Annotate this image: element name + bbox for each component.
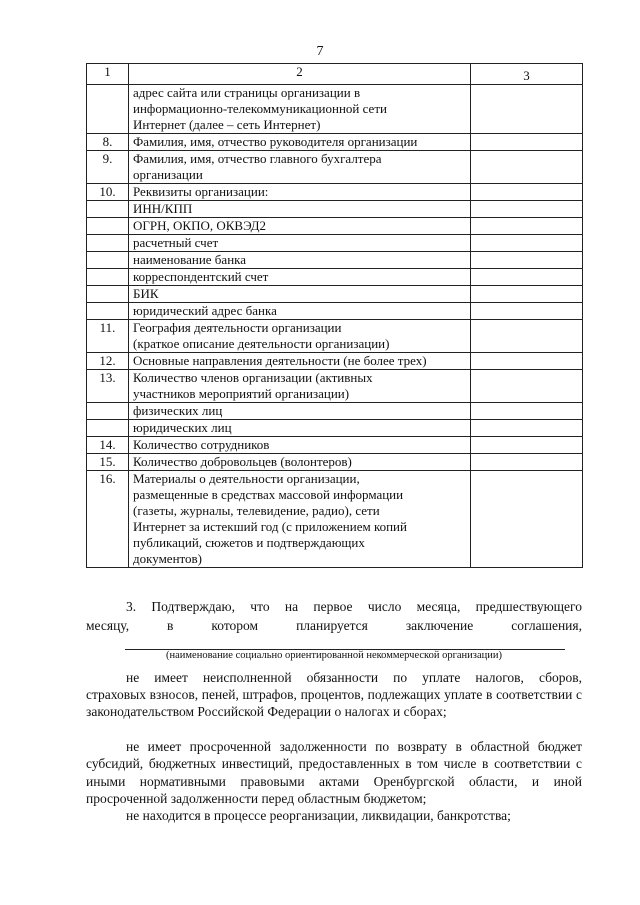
header-col-2: 2 [129, 64, 471, 85]
row-value-cell [471, 370, 583, 403]
row-value-cell [471, 134, 583, 151]
row-description [129, 320, 471, 353]
row-description-line: физических лиц [133, 403, 223, 418]
paragraph-3-line-2: месяцу, в котором планируется заключение соглашения, [86, 618, 582, 633]
row-description [129, 403, 471, 420]
row-value-cell [471, 85, 583, 134]
header-col-3: 3 [471, 64, 583, 85]
row-value-cell [471, 420, 583, 437]
row-description [129, 370, 471, 403]
row-number: 15. [87, 454, 129, 471]
row-value-cell [471, 218, 583, 235]
row-description [129, 437, 471, 454]
table-body [87, 85, 583, 568]
row-description [129, 252, 471, 269]
row-number [87, 286, 129, 303]
row-number: 16. [87, 471, 129, 568]
table-row [87, 235, 583, 252]
row-description-line: Реквизиты организации: [133, 184, 269, 199]
row-description [129, 218, 471, 235]
row-description-line: Количество сотрудников [133, 437, 270, 452]
row-description-line: ИНН/КПП [133, 201, 193, 216]
row-number: 8. [87, 134, 129, 151]
organization-name-caption: (наименование социально ориентированной некоммерческой организации) [166, 650, 502, 661]
table-row [87, 320, 583, 353]
row-number: 12. [87, 353, 129, 370]
row-description-line: (газеты, журналы, телевидение, радио), сети [133, 503, 380, 518]
row-description [129, 353, 471, 370]
organization-info-table [86, 63, 583, 568]
row-description-line: (краткое описание деятельности организации) [133, 336, 390, 351]
row-description-line: юридических лиц [133, 420, 232, 435]
row-description-line: адрес сайта или страницы организации в [133, 85, 361, 100]
row-description-line: размещенные в средствах массовой информации [133, 487, 404, 502]
table-row [87, 471, 583, 568]
row-number: 11. [87, 320, 129, 353]
row-number [87, 420, 129, 437]
row-number [87, 269, 129, 286]
row-description-line: Количество добровольцев (волонтеров) [133, 454, 352, 469]
row-description-line: Основные направления деятельности (не более трех) [133, 353, 427, 368]
clause-1-first-line: не имеет неисполненной обязанности по уплате налогов, сборов, [126, 670, 582, 685]
row-number: 9. [87, 151, 129, 184]
row-number [87, 235, 129, 252]
row-number [87, 201, 129, 218]
row-description-line: БИК [133, 286, 159, 301]
row-value-cell [471, 320, 583, 353]
row-value-cell [471, 353, 583, 370]
row-value-cell [471, 252, 583, 269]
clause-2: не имеет просроченной задолженности по возврату в областной бюджет субсидий, бюджетных инвестиций, предоставленных в том числе в соответствии с иными нормативными правовыми актами Оренбургской области, и иной просроченной задолженности перед областным бюджетом; [86, 739, 582, 806]
row-description-line: организации [133, 167, 203, 182]
table-row [87, 151, 583, 184]
table-row [87, 437, 583, 454]
row-description [129, 286, 471, 303]
row-description-line: ОГРН, ОКПО, ОКВЭД2 [133, 218, 266, 233]
row-number [87, 252, 129, 269]
row-description [129, 471, 471, 568]
row-description-line: Материалы о деятельности организации, [133, 471, 360, 486]
table-row [87, 201, 583, 218]
row-description-line: География деятельности организации [133, 320, 342, 335]
row-description-line: информационно-телекоммуникационной сети [133, 101, 387, 116]
row-value-cell [471, 454, 583, 471]
table-row [87, 218, 583, 235]
row-description [129, 134, 471, 151]
row-description [129, 235, 471, 252]
row-description-line: наименование банка [133, 252, 247, 267]
row-description [129, 420, 471, 437]
row-description-line: расчетный счет [133, 235, 219, 250]
row-description-line: Фамилия, имя, отчество руководителя организации [133, 134, 418, 149]
row-number: 14. [87, 437, 129, 454]
table-row [87, 353, 583, 370]
header-col-1: 1 [87, 64, 129, 85]
row-description [129, 151, 471, 184]
row-description [129, 85, 471, 134]
table-row [87, 252, 583, 269]
row-value-cell [471, 437, 583, 454]
row-value-cell [471, 201, 583, 218]
row-description-line: публикаций, сюжетов и подтверждающих [133, 535, 365, 550]
row-number [87, 85, 129, 134]
row-value-cell [471, 235, 583, 252]
row-description [129, 201, 471, 218]
row-value-cell [471, 286, 583, 303]
row-description [129, 269, 471, 286]
row-description-line: участников мероприятий организации) [133, 386, 350, 401]
row-number [87, 218, 129, 235]
table-row [87, 420, 583, 437]
row-value-cell [471, 269, 583, 286]
table-row [87, 184, 583, 201]
row-description [129, 184, 471, 201]
table-header-row [87, 64, 583, 85]
row-value-cell [471, 403, 583, 420]
row-number [87, 303, 129, 320]
row-description [129, 454, 471, 471]
row-number: 13. [87, 370, 129, 403]
row-description-line: Количество членов организации (активных [133, 370, 373, 385]
row-description-line: Фамилия, имя, отчество главного бухгалтера [133, 151, 382, 166]
table-row [87, 269, 583, 286]
paragraph-3-line-1: 3. Подтверждаю, что на первое число месяца, предшествующего [126, 599, 582, 614]
clause-1-rest: страховых взносов, пеней, штрафов, процентов, подлежащих уплате в соответствии с законодательством Российской Федерации о налогах и сборах; [86, 687, 582, 720]
table-row [87, 403, 583, 420]
row-description-line: Интернет за истекший год (с приложением копий [133, 519, 407, 534]
table-row [87, 303, 583, 320]
table-row [87, 454, 583, 471]
row-value-cell [471, 184, 583, 201]
row-value-cell [471, 151, 583, 184]
row-number [87, 403, 129, 420]
row-value-cell [471, 303, 583, 320]
row-description-line: Интернет (далее – сеть Интернет) [133, 117, 321, 132]
table-row [87, 85, 583, 134]
table-row [87, 134, 583, 151]
row-description [129, 303, 471, 320]
clause-3: не находится в процессе реорганизации, ликвидации, банкротства; [126, 808, 511, 823]
row-number: 10. [87, 184, 129, 201]
table-row [87, 286, 583, 303]
table-row [87, 370, 583, 403]
row-description-line: документов) [133, 551, 203, 566]
page-number: 7 [316, 44, 324, 59]
row-value-cell [471, 471, 583, 568]
row-description-line: корреспондентский счет [133, 269, 269, 284]
row-description-line: юридический адрес банка [133, 303, 277, 318]
